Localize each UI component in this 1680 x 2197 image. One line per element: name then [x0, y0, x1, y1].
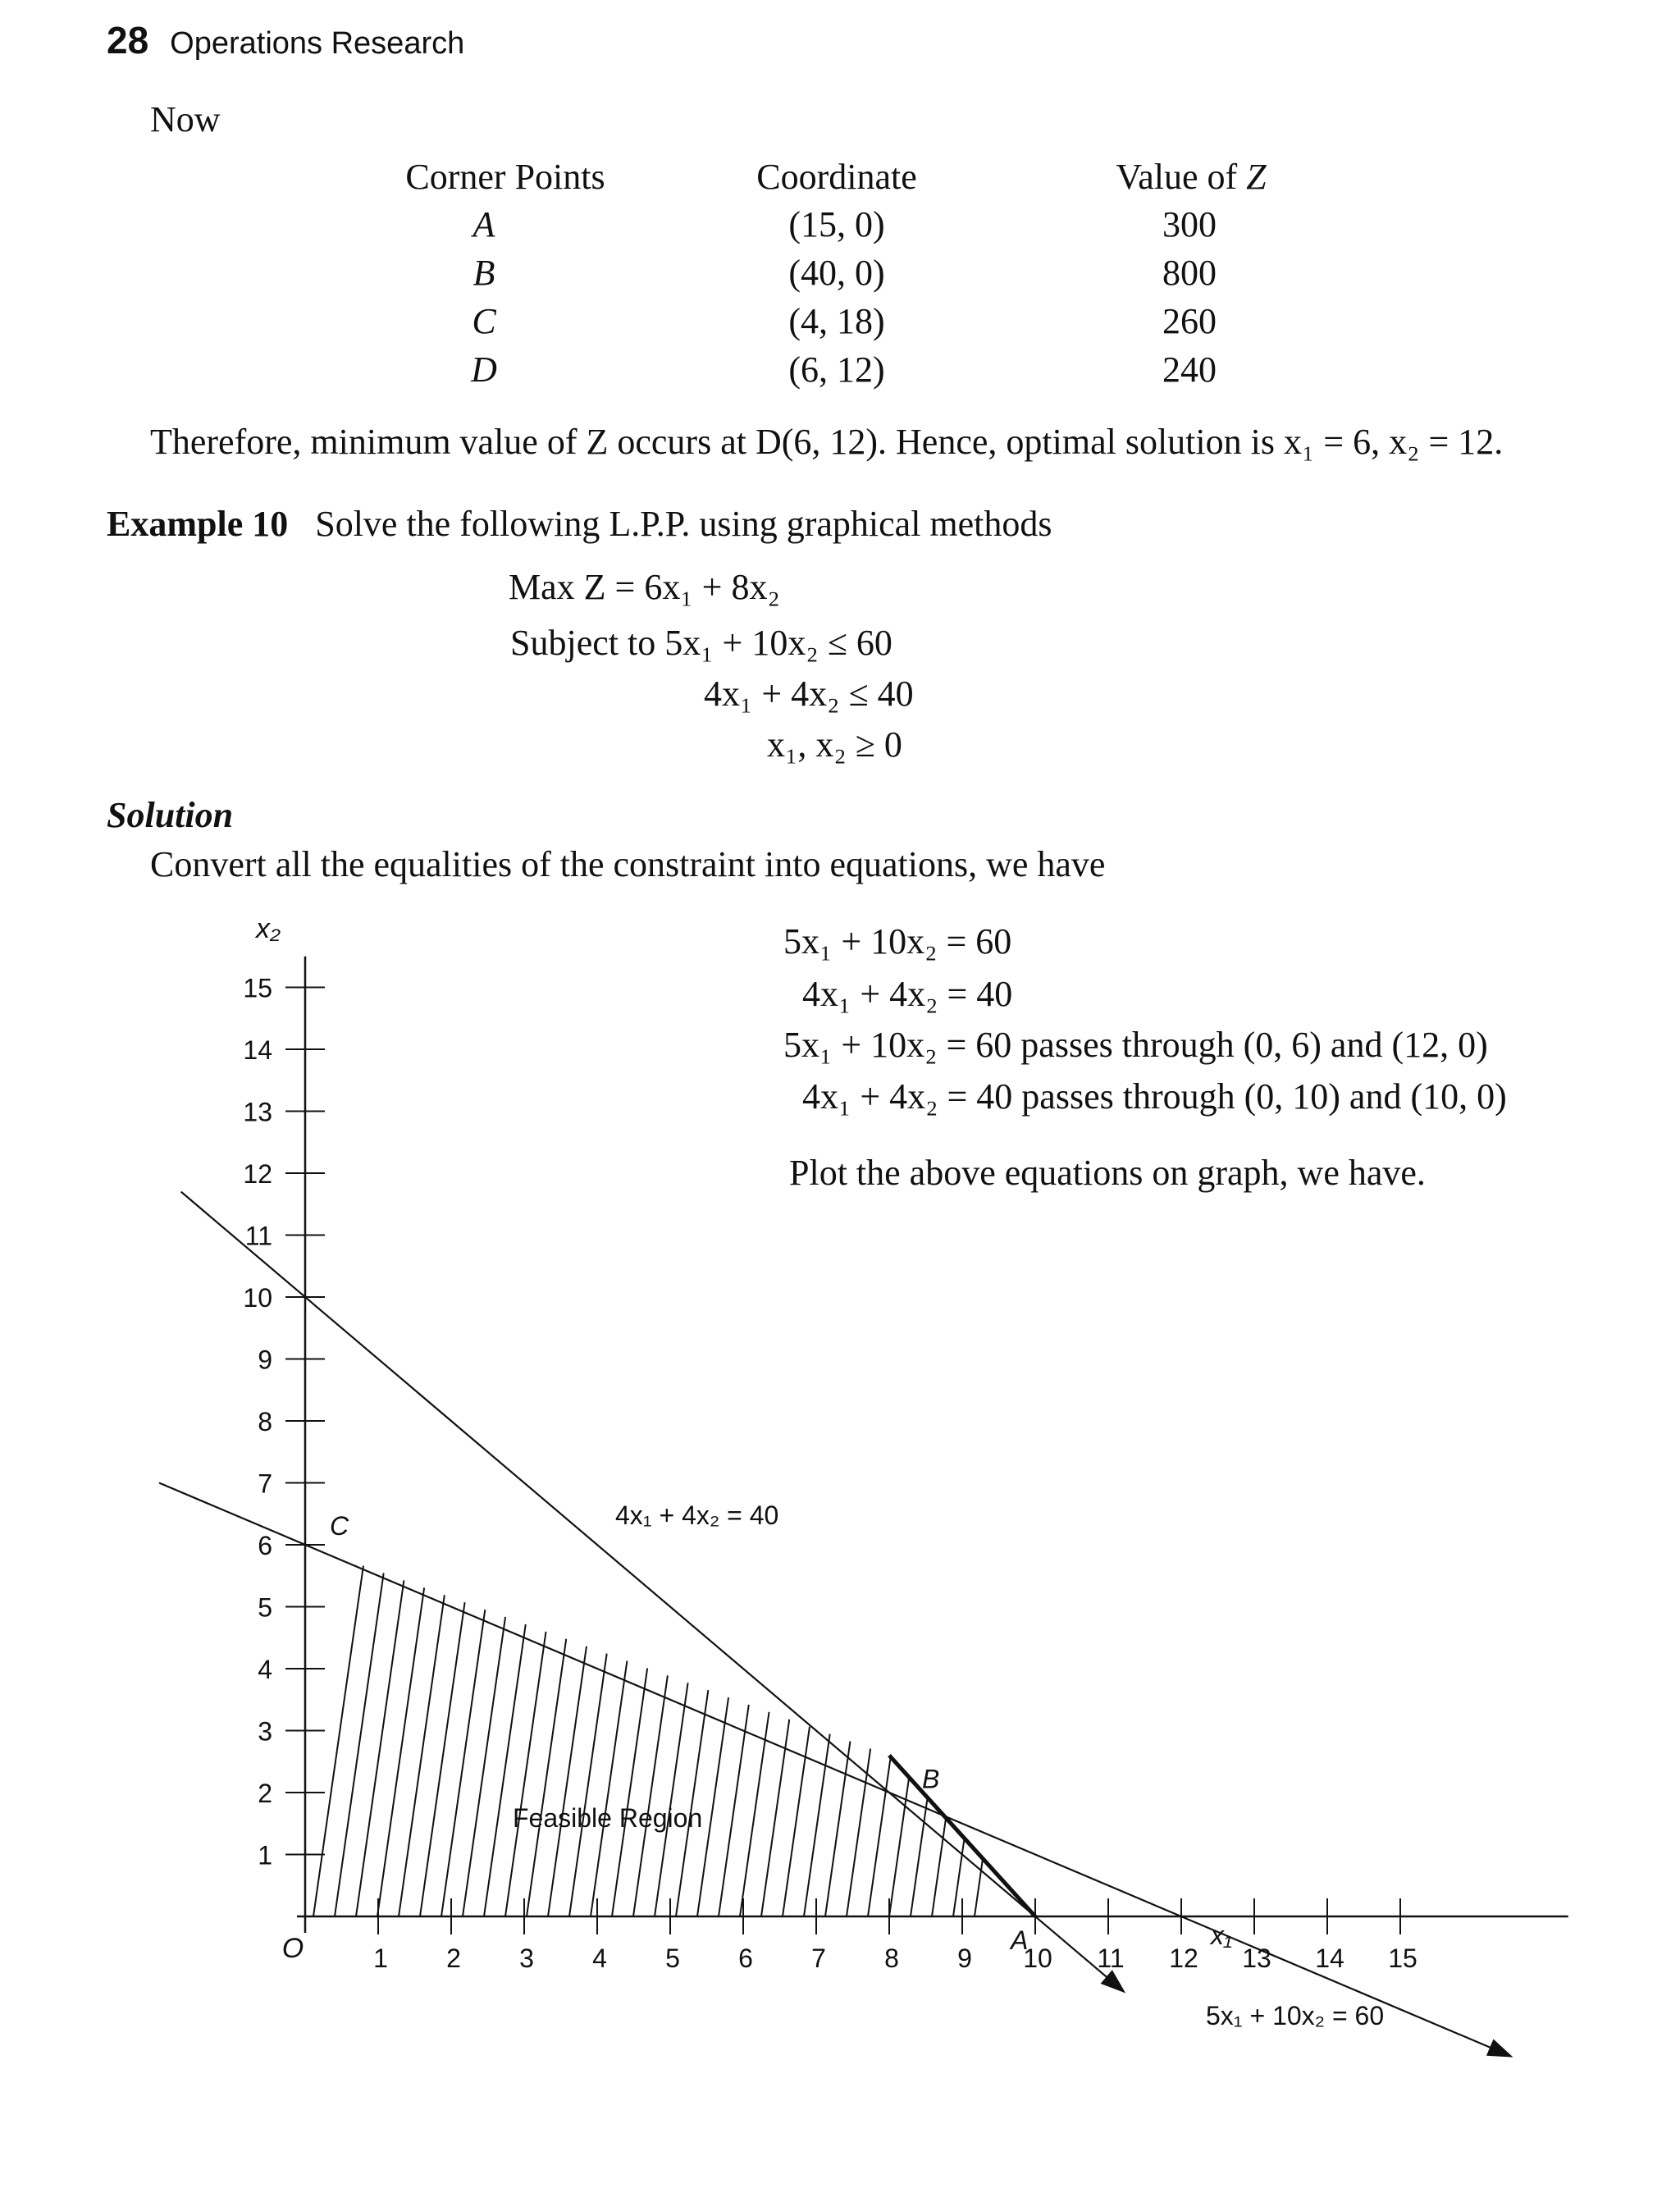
table-row-value: 260	[1162, 301, 1217, 341]
hatch-line	[911, 1514, 968, 1916]
equation-3: 5x₁ + 10x₂ = 60 passes through (0, 6) and (12, 0)	[783, 1025, 1488, 1065]
x-tick-label: 3	[519, 1944, 534, 1973]
table-row-value: 300	[1162, 204, 1217, 244]
hatch-line	[463, 1514, 520, 1916]
line-label-constraint-2: 4x₁ + 4x₂ = 40	[615, 1500, 779, 1530]
y-tick-label: 5	[258, 1592, 272, 1623]
x-tick-label: 12	[1169, 1944, 1198, 1973]
y-tick-label: 10	[243, 1283, 272, 1313]
objective-function: Max Z = 6x₁ + 8x₂	[509, 567, 780, 607]
hatch-line	[420, 1514, 477, 1916]
hatch-line	[612, 1514, 669, 1916]
x-tick-label: 11	[1097, 1944, 1125, 1973]
hatch-line	[356, 1514, 413, 1916]
x-tick-label: 15	[1388, 1944, 1418, 1973]
hatch-line	[761, 1514, 819, 1916]
table-header-corner-points: Corner Points	[405, 157, 605, 197]
y-tick-label: 15	[243, 973, 272, 1003]
running-title: Operations Research	[170, 26, 465, 61]
y-tick-label: 3	[258, 1716, 272, 1747]
solution-text: Convert all the equalities of the constraint into equations, we have	[150, 844, 1106, 884]
hatch-line	[719, 1514, 776, 1916]
conclusion-text: Therefore, minimum value of Z occurs at D(6, 12). Hence, optimal solution is x₁ = 6, x₂ = 12.	[150, 422, 1504, 462]
hatch-line	[313, 1514, 371, 1916]
intro-text: Now	[150, 99, 221, 139]
hatch-line	[505, 1514, 563, 1916]
x-tick-label: 10	[1023, 1944, 1052, 1973]
x-tick-label: 2	[446, 1944, 461, 1973]
table-header-coordinate: Coordinate	[756, 157, 917, 197]
y-tick-label: 6	[258, 1531, 272, 1560]
feasible-region-hatch	[313, 1514, 1032, 1916]
constraint-nonneg: x₁, x₂ ≥ 0	[767, 724, 902, 765]
plot-instruction: Plot the above equations on graph, we have.	[789, 1153, 1426, 1193]
table-header-value-of-z: Value of Z	[1116, 157, 1267, 197]
table-row-coordinate: (6, 12)	[788, 349, 885, 390]
line-label-constraint-1: 5x₁ + 10x₂ = 60	[1206, 2001, 1385, 2030]
y-tick-label: 13	[243, 1097, 272, 1127]
y-tick-label: 14	[243, 1035, 272, 1065]
hatch-line	[868, 1514, 925, 1916]
table-row-point: B	[472, 253, 495, 293]
table-row-point: C	[472, 301, 496, 341]
hatch-line	[335, 1514, 392, 1916]
y-tick-label: 7	[258, 1468, 272, 1499]
hatch-line	[633, 1514, 691, 1916]
x-tick-label: 9	[957, 1944, 972, 1973]
y-tick-label: 9	[258, 1345, 272, 1375]
hatch-line	[527, 1514, 584, 1916]
hatch-line	[740, 1514, 797, 1916]
y-tick-label: 4	[258, 1655, 272, 1684]
example-statement: Solve the following L.P.P. using graphical methods	[315, 504, 1052, 544]
x-tick-label: 7	[811, 1944, 826, 1973]
equation-4: 4x₁ + 4x₂ = 40 passes through (0, 10) and (10, 0)	[802, 1076, 1507, 1117]
corner-point-label: C	[330, 1511, 349, 1541]
hatch-line	[655, 1514, 712, 1916]
table-row-coordinate: (15, 0)	[788, 204, 885, 244]
corner-point-label: A	[1011, 1925, 1029, 1955]
table-row-point: D	[471, 349, 497, 390]
x-tick-label: 13	[1242, 1944, 1271, 1973]
page-number: 28	[107, 19, 149, 62]
hatch-line	[548, 1514, 605, 1916]
x-axis-label: x₁	[1210, 1921, 1232, 1950]
equation-1: 5x₁ + 10x₂ = 60	[783, 921, 1012, 961]
hatch-line	[399, 1514, 456, 1916]
example-label: Example 10	[107, 504, 289, 544]
y-tick-label: 11	[244, 1221, 272, 1251]
constraint-1: Subject to 5x₁ + 10x₂ ≤ 60	[510, 623, 892, 663]
feasible-region	[305, 1545, 1035, 1916]
y-axis-label: x₂	[256, 913, 281, 945]
hatch-line	[825, 1514, 883, 1916]
hatch-line	[783, 1514, 840, 1916]
hatch-line	[441, 1514, 499, 1916]
table-row-coordinate: (40, 0)	[788, 253, 885, 293]
corner-point-label: B	[922, 1764, 940, 1794]
hatch-line	[591, 1514, 648, 1916]
constraint-line	[159, 1483, 1510, 2056]
x-tick-label: 8	[884, 1944, 899, 1973]
hatch-line	[804, 1514, 861, 1916]
feasible-region-label: Feasible Region	[513, 1803, 703, 1833]
equation-2: 4x₁ + 4x₂ = 40	[802, 974, 1013, 1014]
table-row-value: 240	[1162, 349, 1217, 390]
boundary-segment	[889, 1756, 1035, 1916]
y-tick-label: 8	[258, 1407, 272, 1436]
x-tick-label: 1	[373, 1944, 388, 1973]
table-row-coordinate: (4, 18)	[788, 301, 885, 341]
table-row-point: A	[472, 204, 495, 244]
y-tick-label: 2	[258, 1779, 272, 1808]
x-tick-label: 14	[1315, 1944, 1344, 1973]
hatch-line	[569, 1514, 627, 1916]
origin-label: O	[281, 1933, 304, 1964]
constraint-line	[181, 1192, 1123, 1991]
x-tick-label: 4	[592, 1944, 607, 1973]
hatch-line	[847, 1514, 904, 1916]
x-tick-label: 6	[738, 1944, 753, 1973]
constraint-2: 4x₁ + 4x₂ ≤ 40	[704, 674, 914, 714]
hatch-line	[889, 1514, 947, 1916]
y-tick-label: 12	[243, 1159, 272, 1189]
y-tick-label: 1	[258, 1840, 272, 1870]
table-row-value: 800	[1162, 253, 1217, 293]
hatch-line	[377, 1514, 435, 1916]
hatch-line	[484, 1514, 541, 1916]
solution-heading: Solution	[107, 795, 234, 835]
x-tick-label: 5	[665, 1944, 680, 1973]
